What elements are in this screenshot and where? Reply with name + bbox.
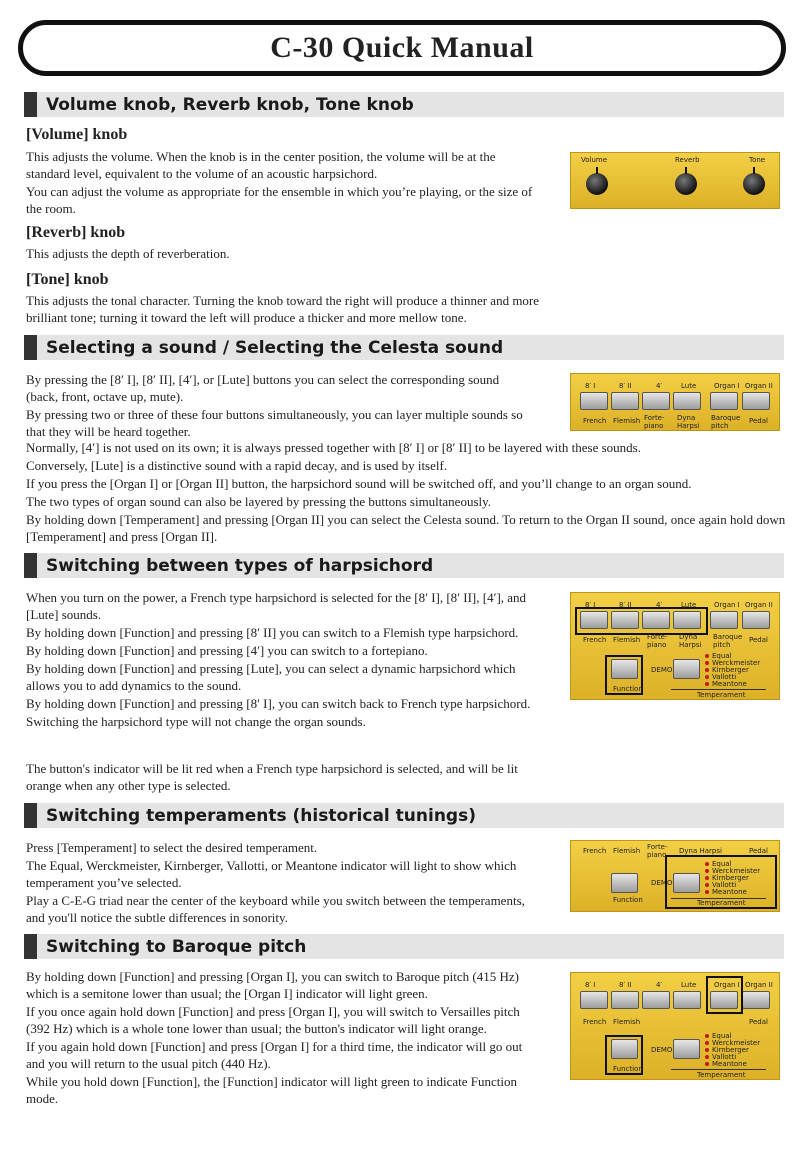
paragraph: Conversely, [Lute] is a distinctive sound with a rapid decay, and is used by itself. [26,458,448,473]
function-label: Function [613,1065,643,1073]
sound-button [580,392,608,410]
panel-label: Forte-piano [647,633,668,649]
panel-label: Forte-piano [644,414,665,430]
sound-button [673,392,701,410]
led-indicator [705,883,709,887]
reverb-label: Reverb [675,156,700,164]
paragraph: By holding down [Function] and pressing [8′ I], you can switch back to French type harpsichord. [26,696,531,711]
panel-label: Organ II [745,382,773,390]
temperament-button [673,659,700,679]
paragraph: Press [Temperament] to select the desired temperament. [26,840,318,855]
section-header-temperament [24,803,784,828]
sound-button [642,991,670,1009]
paragraph: The Equal, Werckmeister, Kirnberger, Vallotti, or Meantone indicator will light to show which temperament you’ve selected. [26,858,517,890]
panel-label: Baroque pitch [713,633,743,649]
function-label: Function [613,685,643,693]
panel-label: 8′ II [619,382,632,390]
panel-label: Pedal [749,847,768,855]
panel-label: Organ II [745,601,773,609]
function-button [611,1039,638,1059]
volume-label: Volume [581,156,608,164]
panel-label: Organ I [714,601,740,609]
volume-knob-title: [Volume] knob [26,126,128,143]
led-indicator [705,661,709,665]
temperament-name: Vallotti [712,881,737,889]
temperament-name: Meantone [712,1060,747,1068]
section-marker [24,92,37,117]
temperament-name: Werckmeister [712,659,761,667]
sound-button [710,392,738,410]
divider-line [671,1069,766,1070]
sound-text-b [26,439,786,546]
section-header-knobs [24,92,784,117]
highlight-box [575,607,708,635]
paragraph: This adjusts the tonal character. Turning the knob toward the right will produce a thinner and more brilliant tone; turning it toward the left will produce a thicker and more mellow tone. [26,293,540,325]
sound-text-a [26,371,531,441]
panel-label: Dyna Harpsi [679,847,722,855]
section-header-harpsichord [24,553,784,578]
reverb-knob-title: [Reverb] knob [26,224,126,241]
panel-label: Pedal [749,417,768,425]
section-title: Switching to Baroque pitch [46,936,307,957]
tone-knob-title: [Tone] knob [26,271,109,288]
temperament-name: Werckmeister [712,1039,761,1047]
sound-button [580,991,608,1009]
title-box [18,20,786,76]
section-title: Switching temperaments (historical tunings) [46,805,476,826]
panel-label: Organ II [745,981,773,989]
panel-label: 8′ II [619,981,632,989]
panel-label: Lute [681,981,697,989]
panel-label: 8′ II [619,601,632,609]
panel-label: Baroque pitch [711,414,741,430]
volume-knob [586,173,608,195]
led-indicator [705,654,709,658]
led-indicator [705,862,709,866]
harpsichord-text [26,589,536,731]
panel-label: Flemish [613,1018,641,1026]
led-indicator [705,675,709,679]
temperament-name: Kirnberger [712,874,749,882]
paragraph: By pressing two or three of these four buttons simultaneously, you can layer multiple sounds so that they will be heard together. [26,407,523,439]
panel-label: French [583,847,607,855]
panel-label: Organ I [714,382,740,390]
sound-button [673,991,701,1009]
temperament-name: Meantone [712,680,747,688]
baroque-panel-image [570,972,780,1080]
sound-button [710,611,738,629]
section-marker [24,553,37,578]
panel-label: French [583,636,607,644]
panel-label: 8′ I [585,981,596,989]
panel-label: 8′ I [585,601,596,609]
demo-label: DEMO [651,879,673,887]
panel-label: Flemish [613,636,641,644]
panel-label: Dyna Harpsi [677,414,700,430]
reverb-text [26,245,546,263]
section-marker [24,803,37,828]
paragraph: Switching the harpsichord type will not change the organ sounds. [26,714,366,729]
temperament-name: Vallotti [712,673,737,681]
paragraph: This adjusts the depth of reverberation. [26,246,230,261]
panel-label: 8′ I [585,382,596,390]
led-indicator [705,1062,709,1066]
panel-label: Forte-piano [647,843,668,859]
temperament-label: Temperament [697,899,746,907]
page-title: C-30 Quick Manual [270,31,534,64]
temperament-name: Vallotti [712,1053,737,1061]
temperament-name: Werckmeister [712,867,761,875]
section-title: Volume knob, Reverb knob, Tone knob [46,94,414,115]
paragraph: While you hold down [Function], the [Function] indicator will light green to indicate Function mode. [26,1074,518,1106]
temperament-name: Kirnberger [712,666,749,674]
panel-label: Organ I [714,981,740,989]
knob-panel-image [570,152,780,209]
temperament-name: Meantone [712,888,747,896]
paragraph: If you once again hold down [Function] and press [Organ I], you will switch to Versailles pitch (392 Hz) which is a whole tone lower than usual; the button's indicator will light orange. [26,1004,520,1036]
sound-button [642,392,670,410]
demo-label: DEMO [651,1046,673,1054]
temperament-text [26,839,531,927]
panel-label: 4′ [656,981,663,989]
temperament-panel-image [570,840,780,912]
section-marker [24,934,37,959]
baroque-text [26,968,541,1108]
temperament-name: Equal [712,1032,732,1040]
led-indicator [705,1034,709,1038]
sound-button [742,611,770,629]
temperament-name: Equal [712,860,732,868]
section-marker [24,335,37,360]
sound-button [611,392,639,410]
paragraph: By holding down [Temperament] and pressing [Organ II] you can select the Celesta sound. To return to the Organ II sound, once again hold down [Temperament] and press [Organ II]. [26,512,786,544]
temperament-name: Kirnberger [712,1046,749,1054]
panel-label: 4′ [656,382,663,390]
section-title: Selecting a sound / Selecting the Celesta sound [46,337,504,358]
paragraph: Normally, [4′] is not used on its own; it is always pressed together with [8′ I] or [8′ II] to be layered with these sounds. [26,440,641,455]
panel-label: French [583,1018,607,1026]
temperament-label: Temperament [697,1071,746,1079]
led-indicator [705,1048,709,1052]
led-indicator [705,682,709,686]
panel-label: Pedal [749,636,768,644]
led-indicator [705,869,709,873]
reverb-knob [675,173,697,195]
volume-text [26,148,541,218]
paragraph: The button's indicator will be lit red when a French type harpsichord is selected, and will be lit orange when any other type is selected. [26,761,518,793]
paragraph: The two types of organ sound can also be layered by pressing the buttons simultaneously. [26,494,492,509]
panel-label: French [583,417,607,425]
panel-label: Lute [681,601,697,609]
paragraph: Play a C-E-G triad near the center of the keyboard while you switch between the temperaments, and you'll notice the subtle differences in sonority. [26,893,525,925]
paragraph: If you again hold down [Function] and press [Organ I] for a third time, the indicator will go out and you will return to the usual pitch (440 Hz). [26,1039,523,1071]
panel-label: Pedal [749,1018,768,1026]
section-title: Switching between types of harpsichord [46,555,434,576]
section-header-sound [24,335,784,360]
divider-line [671,689,766,690]
led-indicator [705,1055,709,1059]
led-indicator [705,876,709,880]
temperament-label: Temperament [697,691,746,699]
section-header-baroque [24,934,784,959]
paragraph: You can adjust the volume as appropriate for the ensemble in which you’re playing, or the size of the room. [26,184,533,216]
tone-knob [743,173,765,195]
sound-button [742,392,770,410]
led-indicator [705,890,709,894]
led-indicator [705,668,709,672]
paragraph: By pressing the [8′ I], [8′ II], [4′], or [Lute] buttons you can select the corresponding sound (back, front, octave up, mute). [26,372,500,404]
tone-label: Tone [749,156,766,164]
sound-panel-image [570,373,780,431]
organ-i-highlight [706,976,743,1014]
tone-text [26,292,556,327]
function-button [611,873,638,893]
function-label: Function [613,896,643,904]
panel-label: Flemish [613,847,641,855]
paragraph: By holding down [Function] and pressing [4′] you can switch to a fortepiano. [26,643,428,658]
demo-label: DEMO [651,666,673,674]
panel-label: Dyna Harpsi [679,633,702,649]
sound-button [742,991,770,1009]
paragraph: By holding down [Function] and pressing [Organ I], you can switch to Baroque pitch (415 Hz) which is a semitone lower than usual; the [Organ I] indicator will light green. [26,969,519,1001]
paragraph: This adjusts the volume. When the knob is in the center position, the volume will be at the standard level, equivalent to the volume of an acoustic harpsichord. [26,149,496,181]
temperament-button [673,873,700,893]
paragraph: By holding down [Function] and pressing [8′ II] you can switch to a Flemish type harpsichord. [26,625,519,640]
panel-label: Lute [681,382,697,390]
panel-label: Flemish [613,417,641,425]
paragraph: By holding down [Function] and pressing [Lute], you can select a dynamic harpsichord which allows you to add dynamics to the sound. [26,661,516,693]
temperament-name: Equal [712,652,732,660]
temperament-button [673,1039,700,1059]
led-indicator [705,1041,709,1045]
panel-label: 4′ [656,601,663,609]
function-button [611,659,638,679]
harpsichord-text-b [26,760,541,795]
paragraph: If you press the [Organ I] or [Organ II] button, the harpsichord sound will be switched off, and you’ll change to an organ sound. [26,476,692,491]
sound-button [611,991,639,1009]
paragraph: When you turn on the power, a French type harpsichord is selected for the [8′ I], [8′ II], [4′], and [Lute] sounds. [26,590,527,622]
harpsichord-panel-image [570,592,780,700]
